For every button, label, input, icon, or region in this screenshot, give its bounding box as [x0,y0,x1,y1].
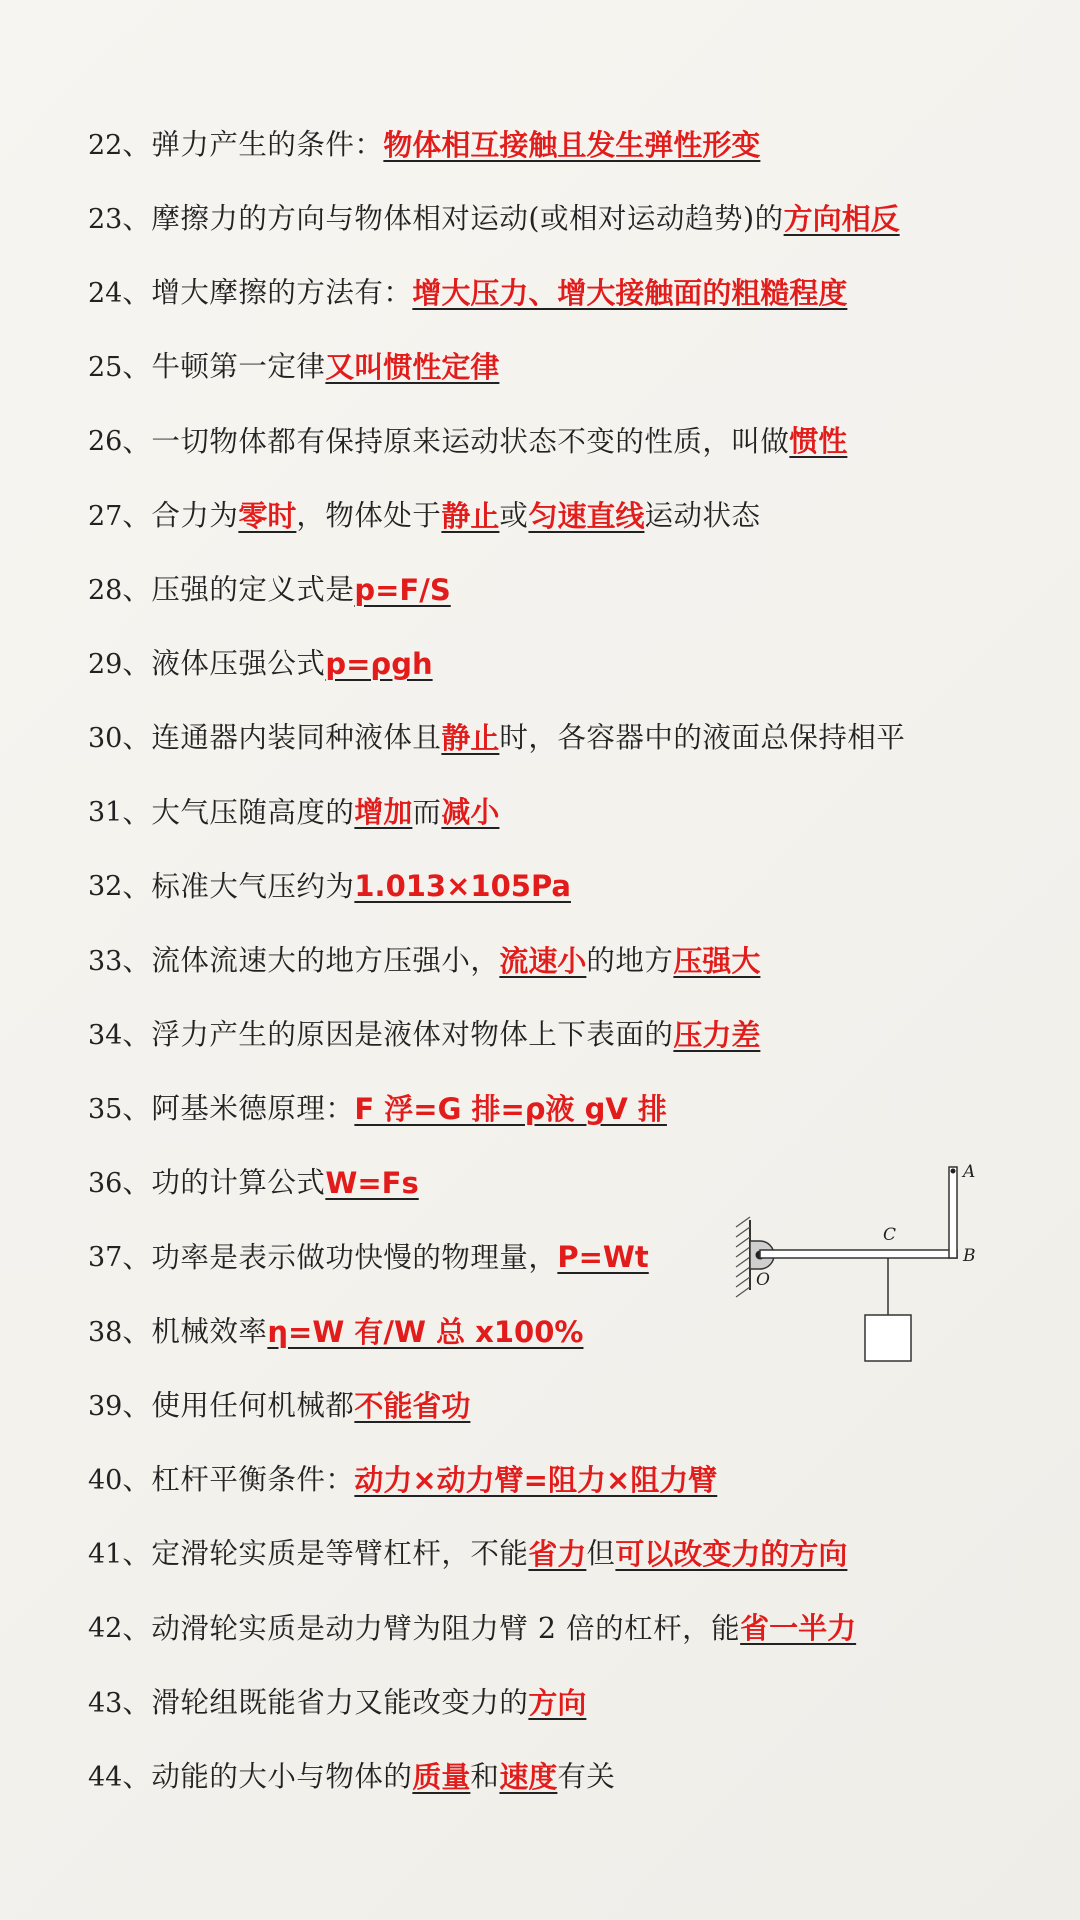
statement-text: 运动状态 [644,498,761,532]
list-item [88,702,1048,776]
item-number: 44 [88,1761,123,1793]
statement-text: 、流体流速大的地方压强小， [122,943,500,977]
item-number: 33 [88,945,123,977]
answer-text: 省一半力 [740,1611,857,1646]
lever-vertical-arm [949,1167,957,1258]
item-number: 27 [88,500,123,532]
label-b: B [963,1246,976,1266]
statement-text: 、滑轮组既能省力又能改变力的 [122,1685,529,1719]
answer-text: 增加 [354,795,413,830]
answer-text: 静止 [441,721,500,756]
statement-text: 、浮力产生的原因是液体对物体上下表面的 [122,1018,674,1052]
answer-text: 可以改变力的方向 [615,1537,848,1572]
answer-text: 惯性 [789,424,848,459]
item-number: 32 [88,871,123,903]
answer-text: P=Wt [557,1240,649,1275]
point-a [951,1169,956,1174]
statement-text: 但 [586,1537,616,1571]
statement-text: 、摩擦力的方向与物体相对运动(或相对运动趋势)的 [122,202,784,236]
list-item [88,1666,1048,1740]
answer-text: 零时 [238,498,297,533]
statement-text: 、弹力产生的条件： [122,127,384,161]
item-number: 41 [88,1539,123,1571]
list-item [88,1443,1048,1517]
item-number: 29 [88,648,123,680]
list-item [88,1369,1048,1443]
lever-diagram [720,1155,980,1370]
item-number: 28 [88,574,123,606]
item-number: 24 [88,277,123,309]
item-number: 25 [88,352,123,384]
statement-text: 、杠杆平衡条件： [122,1463,355,1497]
answer-text: 速度 [499,1759,558,1794]
statement-text: 或 [499,498,529,532]
list-item [88,479,1048,553]
item-number: 34 [88,1019,123,1051]
item-number: 38 [88,1316,123,1348]
statement-text: 、机械效率 [122,1314,268,1348]
statement-text: 而 [412,795,442,829]
statement-text: 、大气压随高度的 [122,795,355,829]
answer-text: 增大压力、增大接触面的粗糙程度 [412,275,848,310]
item-number: 30 [88,723,123,755]
list-item [88,553,1048,627]
statement-text: 和 [470,1759,500,1793]
label-c: C [883,1225,897,1245]
statement-text: 、牛顿第一定律 [122,350,326,384]
knowledge-list [88,108,1048,1814]
statement-text: 、动滑轮实质是动力臂为阻力臂 2 倍的杠杆，能 [122,1611,741,1645]
lever-bar [760,1250,957,1258]
statement-text: 、动能的大小与物体的 [122,1759,413,1793]
statement-text: 、增大摩擦的方法有： [122,276,413,310]
answer-text: 物体相互接触且发生弹性形变 [383,127,761,162]
item-number: 37 [88,1242,123,1274]
answer-text: 动力×动力臂=阻力×阻力臂 [354,1462,718,1497]
list-item [88,405,1048,479]
list-item [88,1518,1048,1592]
list-item [88,850,1048,924]
list-item [88,1592,1048,1666]
list-item [88,776,1048,850]
list-item [88,331,1048,405]
answer-text: 静止 [441,498,500,533]
item-number: 26 [88,426,123,458]
item-number: 40 [88,1464,123,1496]
statement-text: 、液体压强公式 [122,647,326,681]
list-item [88,924,1048,998]
list-item [88,182,1048,256]
statement-text: 、标准大气压约为 [122,869,355,903]
item-number: 22 [88,129,123,161]
item-number: 23 [88,203,123,235]
wall-hatch [736,1217,750,1297]
answer-text: 又叫惯性定律 [325,350,500,385]
answer-text: W=Fs [325,1166,419,1201]
label-o: O [756,1270,770,1290]
hanging-block [865,1315,911,1361]
answer-text: 方向 [528,1685,587,1720]
statement-text: 有关 [557,1759,616,1793]
statement-text: ，物体处于 [296,498,442,532]
statement-text: 、使用任何机械都 [122,1389,355,1423]
statement-text: 的地方 [586,943,674,977]
item-number: 39 [88,1390,123,1422]
list-item [88,998,1048,1072]
list-item [88,1072,1048,1146]
answer-text: 减小 [441,795,500,830]
item-number: 36 [88,1168,123,1200]
answer-text: p=F/S [354,572,451,607]
label-a: A [963,1162,976,1182]
item-number: 43 [88,1687,123,1719]
list-item [88,256,1048,330]
answer-text: 不能省功 [354,1388,471,1423]
answer-text: 质量 [412,1759,471,1794]
answer-text: 压力差 [673,1017,761,1052]
answer-text: 省力 [528,1537,587,1572]
statement-text: 、阿基米德原理： [122,1092,355,1126]
item-number: 35 [88,1094,123,1126]
answer-text: 压强大 [673,943,761,978]
answer-text: 匀速直线 [528,498,645,533]
item-number: 42 [88,1613,123,1645]
answer-text: 1.013×105Pa [354,869,571,904]
answer-text: 流速小 [499,943,587,978]
statement-text: 、合力为 [122,498,239,532]
statement-text: 、功率是表示做功快慢的物理量， [122,1240,558,1274]
statement-text: 时，各容器中的液面总保持相平 [499,721,906,755]
list-item [88,627,1048,701]
item-number: 31 [88,797,123,829]
answer-text: η=W 有/W 总 x100% [267,1314,584,1349]
statement-text: 、压强的定义式是 [122,572,355,606]
statement-text: 、定滑轮实质是等臂杠杆，不能 [122,1537,529,1571]
statement-text: 、连通器内装同种液体且 [122,721,442,755]
answer-text: 方向相反 [783,201,900,236]
list-item [88,1740,1048,1814]
answer-text: p=ρgh [325,646,433,681]
statement-text: 、一切物体都有保持原来运动状态不变的性质，叫做 [122,424,790,458]
statement-text: 、功的计算公式 [122,1166,326,1200]
list-item [88,108,1048,182]
answer-text: F 浮=G 排=ρ液 gV 排 [354,1092,667,1127]
